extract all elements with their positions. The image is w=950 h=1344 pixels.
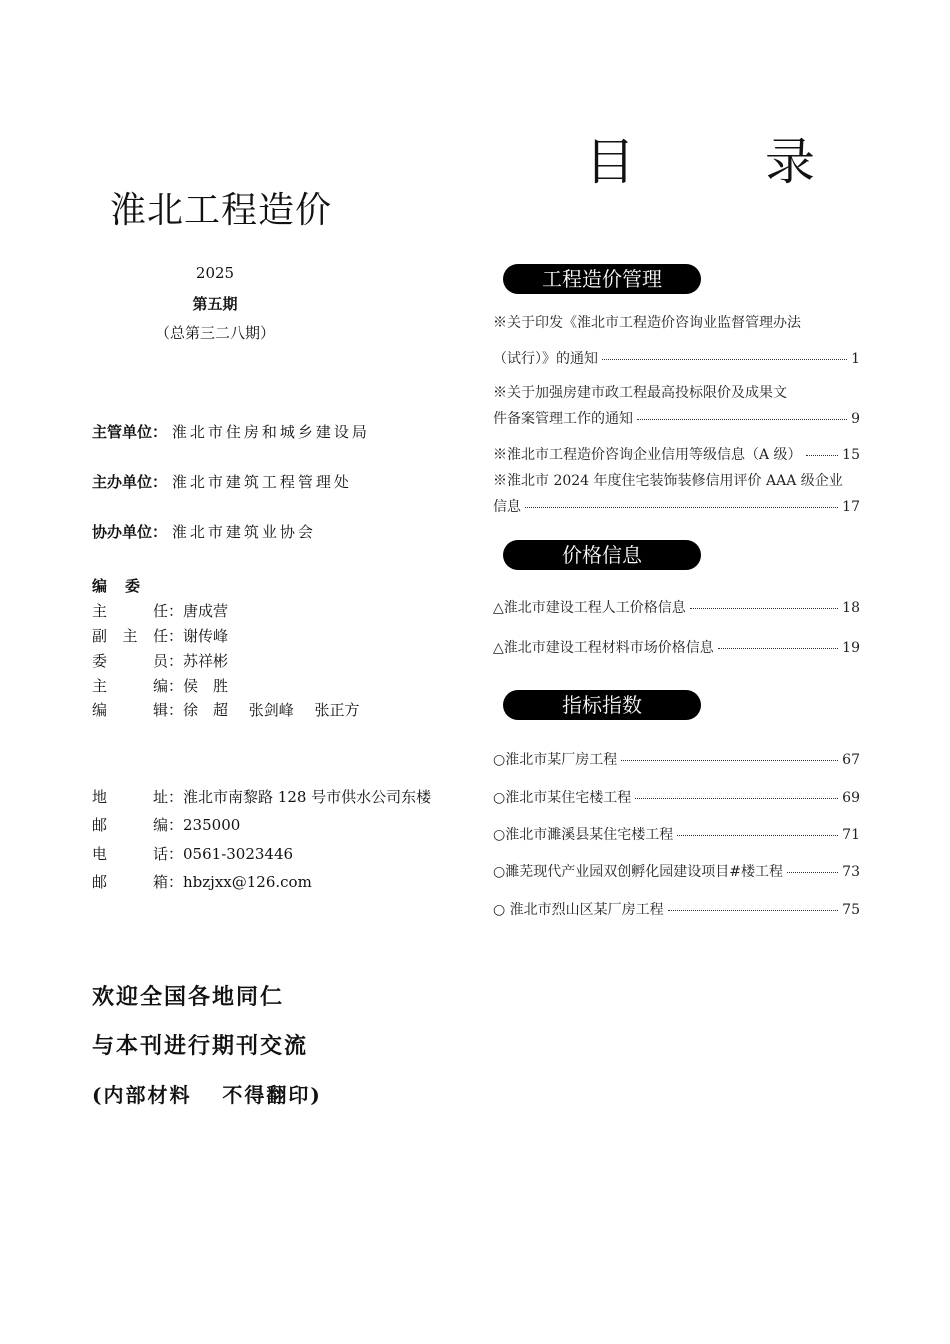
- dot-leader: [635, 798, 838, 799]
- toc-entry-title-cont: 信息: [493, 499, 521, 515]
- org-label: 主办单位: [92, 473, 153, 491]
- welcome-line-1: 欢迎全国各地同仁: [92, 984, 285, 1010]
- issue-number: 第五期: [192, 295, 238, 313]
- toc-entry-title: ○ 淮北市烈山区某厂房工程: [493, 902, 664, 918]
- org-supervisor: 主管单位： 淮北市住房和城乡建设局: [92, 423, 370, 441]
- board-names: 唐成营: [183, 602, 229, 620]
- toc-page-number: 69: [842, 790, 860, 806]
- board-heading: 编委: [92, 577, 159, 595]
- org-host: 主办单位： 淮北市建筑工程管理处: [92, 473, 352, 491]
- contact-value: hbzjxx@126.com: [183, 873, 312, 891]
- toc-page-number: 19: [842, 640, 860, 656]
- section-header-cost-management: 工程造价管理: [503, 264, 701, 294]
- dot-leader: [718, 648, 838, 649]
- dot-leader: [787, 872, 838, 873]
- toc-entry-title: ※淮北市 2024 年度住宅装饰装修信用评价 AAA 级企业: [493, 473, 843, 489]
- contact-label: 邮编: [92, 816, 168, 834]
- board-names: 侯 胜: [183, 677, 229, 695]
- toc-page-number: 9: [851, 411, 860, 427]
- toc-entry[interactable]: [493, 787, 860, 807]
- toc-entry[interactable]: [493, 312, 860, 368]
- toc-page-number: 67: [842, 752, 860, 768]
- toc-entry-title: ○濉芜现代产业园双创孵化园建设项目#楼工程: [493, 864, 783, 880]
- org-label: 主管单位: [92, 423, 153, 441]
- contact-label: 电话: [92, 845, 168, 863]
- toc-entry[interactable]: [493, 597, 860, 617]
- org-value: 淮北市住房和城乡建设局: [171, 423, 370, 441]
- welcome-line-3: (内部材料 不得翻印): [92, 1083, 322, 1107]
- org-co-host: 协办单位： 淮北市建筑业协会: [92, 523, 316, 541]
- board-names: 徐 超 张剑峰 张正方: [183, 701, 360, 719]
- toc-entry-title: ※淮北市工程造价咨询企业信用等级信息（A 级）: [493, 447, 802, 463]
- toc-page-number: 17: [842, 499, 860, 515]
- welcome-line-2: 与本刊进行期刊交流: [92, 1033, 309, 1059]
- dot-leader: [668, 910, 839, 911]
- dot-leader: [677, 835, 838, 836]
- board-names: 谢传峰: [183, 627, 229, 645]
- toc-entry-title: ○淮北市某厂房工程: [493, 752, 618, 768]
- contact-label: 邮箱: [92, 873, 168, 891]
- contact-postcode: 邮编：235000: [92, 816, 241, 834]
- toc-entry-title: ○淮北市某住宅楼工程: [493, 790, 632, 806]
- board-names: 苏祥彬: [183, 652, 229, 670]
- toc-page-number: 1: [851, 351, 860, 367]
- toc-page-number: 15: [842, 447, 860, 463]
- section-header-price-info: 价格信息: [503, 540, 701, 570]
- board-role: 主编: [92, 677, 168, 695]
- toc-page-number: 18: [842, 600, 860, 616]
- issue-total: （总第三二八期）: [154, 324, 275, 342]
- board-role: 编辑: [92, 701, 168, 719]
- org-label: 协办单位: [92, 523, 153, 541]
- toc-entry-title: ※关于印发《淮北市工程造价咨询业监督管理办法: [493, 315, 801, 331]
- toc-entry-title: △淮北市建设工程人工价格信息: [493, 600, 686, 616]
- board-member: 主编：侯 胜: [92, 677, 229, 695]
- toc-entry[interactable]: [493, 444, 860, 464]
- board-member: 编辑：徐 超 张剑峰 张正方: [92, 701, 360, 719]
- toc-entry[interactable]: [493, 382, 860, 428]
- board-member: 委员：苏祥彬: [92, 652, 229, 670]
- toc-page-number: 75: [842, 902, 860, 918]
- toc-entry-title: △淮北市建设工程材料市场价格信息: [493, 640, 714, 656]
- contact-email: 邮箱：hbzjxx@126.com: [92, 873, 312, 891]
- toc-entry-title: ○淮北市濉溪县某住宅楼工程: [493, 827, 674, 843]
- toc-entry[interactable]: [493, 824, 860, 844]
- toc-entry-title-cont: 件备案管理工作的通知: [493, 411, 633, 427]
- toc-entry-title: ※关于加强房建市政工程最高投标限价及成果文: [493, 385, 787, 401]
- contact-label: 地址: [92, 788, 168, 806]
- issue-year: 2025: [195, 264, 235, 282]
- contact-value: 235000: [183, 816, 241, 834]
- board-role: 委员: [92, 652, 168, 670]
- board-member: 主任：唐成营: [92, 602, 229, 620]
- org-value: 淮北市建筑业协会: [171, 523, 316, 541]
- dot-leader: [525, 507, 838, 508]
- dot-leader: [621, 760, 838, 761]
- dot-leader: [637, 419, 847, 420]
- dot-leader: [602, 359, 847, 360]
- toc-entry[interactable]: [493, 470, 860, 516]
- board-role: 副主任: [92, 627, 168, 645]
- board-role: 主任: [92, 602, 168, 620]
- toc-entry-title-cont: （试行）》的通知: [493, 351, 598, 367]
- toc-entry[interactable]: [493, 637, 860, 657]
- contact-value: 0561-3023446: [183, 845, 294, 863]
- section-header-indices: 指标指数: [503, 690, 701, 720]
- toc-page-number: 71: [842, 827, 860, 843]
- toc-page-number: 73: [842, 864, 860, 880]
- toc-heading: 目 录: [585, 133, 855, 191]
- contact-value: 淮北市南黎路 128 号市供水公司东楼: [183, 788, 432, 806]
- contact-address: 地址：淮北市南黎路 128 号市供水公司东楼: [92, 788, 432, 806]
- toc-entry[interactable]: [493, 899, 860, 919]
- toc-entry[interactable]: [493, 861, 860, 881]
- org-value: 淮北市建筑工程管理处: [171, 473, 352, 491]
- board-member: 副主任：谢传峰: [92, 627, 229, 645]
- toc-entry[interactable]: [493, 749, 860, 769]
- dot-leader: [690, 608, 838, 609]
- magazine-title: 淮北工程造价: [110, 190, 333, 231]
- contact-phone: 电话：0561-3023446: [92, 845, 294, 863]
- dot-leader: [806, 455, 839, 456]
